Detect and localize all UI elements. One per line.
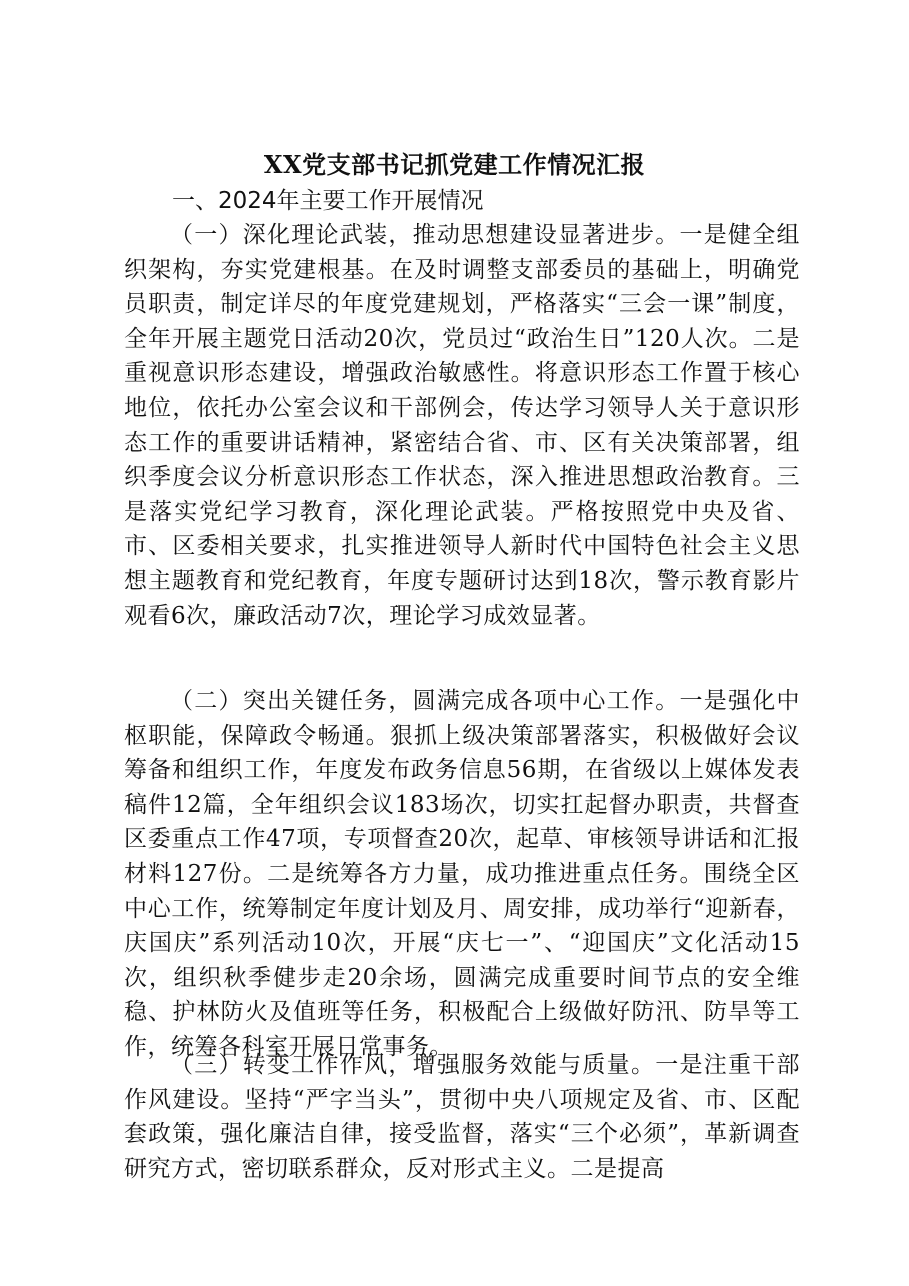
paragraph-2-lead: （二）突出关键任务，圆满完成各项中心工作。 bbox=[170, 688, 680, 714]
paragraph-2 bbox=[124, 684, 800, 1065]
paragraph-1 bbox=[124, 218, 800, 633]
section-heading: 一、2024年主要工作开展情况 bbox=[172, 188, 484, 214]
paragraph-3 bbox=[124, 1048, 800, 1186]
paragraph-3-text: 一是注重干部作风建设。坚持“严字当头”，贯彻中央八项规定及省、市、区配套政策，强化廉洁自律，接受监督，落实“三个必须”，革新调查研究方式，密切联系群众，反对形式主义。二是提高 bbox=[124, 1052, 801, 1182]
paragraph-3-lead: （三）转变工作作风，增强服务效能与质量。 bbox=[170, 1052, 656, 1078]
paragraph-2-text: 一是强化中枢职能，保障政令畅通。狠抓上级决策部署落实，积极做好会议筹备和组织工作，年度发布政务信息56期，在省级以上媒体发表稿件12篇，全年组织会议183场次，切实扛起督办职责，共督查区委重点工作47项，专项督查20次，起草、审核领导讲话和汇报材料127份。二是统筹各方力量，成功推进重点任务。围绕全区中心工作，统筹制定年度计划及月、周安排，成功举行“迎新春，庆国庆”系列活动10次，开展“庆七一”、“迎国庆”文化活动15次，组织秋季健步走20余场，圆满完成重要时间节点的安全维稳、护林防火及值班等任务，积极配合上级做好防汛、防旱等工作，统筹各科室开展日常事务。 bbox=[124, 688, 801, 1060]
paragraph-1-text: 一是健全组织架构，夯实党建根基。在及时调整支部委员的基础上，明确党员职责，制定详尽的年度党建规划，严格落实“三会一课”制度，全年开展主题党日活动20次，党员过“政治生日”120人次。二是重视意识形态建设，增强政治敏感性。将意识形态工作置于核心地位，依托办公室会议和干部例会，传达学习领导人关于意识形态工作的重要讲话精神，紧密结合省、市、区有关决策部署，组织季度会议分析意识形态工作状态，深入推进思想政治教育。三是落实党纪学习教育，深化理论武装。严格按照党中央及省、市、区委相关要求，扎实推进领导人新时代中国特色社会主义思想主题教育和党纪教育，年度专题研讨达到18次，警示教育影片观看6次，廉政活动7次，理论学习成效显著。 bbox=[124, 222, 801, 629]
paragraph-1-lead: （一）深化理论武装，推动思想建设显著进步。 bbox=[170, 222, 680, 248]
document-title: XX党支部书记抓党建工作情况汇报 bbox=[263, 150, 646, 179]
